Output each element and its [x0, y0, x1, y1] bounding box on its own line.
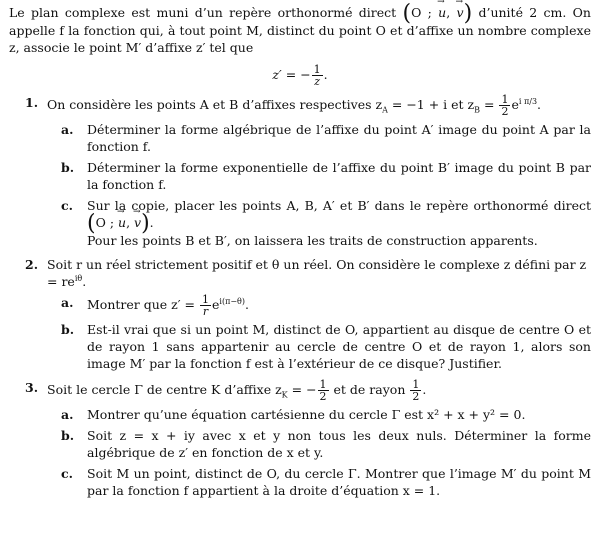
question-1-number: 1.: [25, 95, 39, 110]
formula-fraction: [312, 64, 323, 87]
question-1b: [47, 159, 591, 193]
question-1a: [47, 121, 591, 155]
q3-text-c: et de rayon: [333, 382, 406, 397]
question-2a: [47, 294, 591, 317]
q3c-text: Soit M un point, distinct de O, du cercle Γ. Montrer que l’image M′ du point M par la fonction f appartient à la droite d’équation x = 1.: [87, 466, 591, 498]
formula-num: 1: [313, 63, 321, 76]
q2-end: .: [82, 274, 87, 289]
question-2: [9, 256, 591, 290]
intro-text-2: d’unité 2 cm. On appelle f la fonction qui, à tout point M, distinct du point O et d’affixe un nombre complexe z, associe le point M′ d’affixe z′ tel que: [9, 5, 591, 55]
q1a-label: a.: [61, 122, 74, 137]
q3c-label: c.: [61, 466, 73, 481]
formula-den: z: [314, 75, 321, 88]
question-3-stem: [47, 379, 591, 402]
q2a-fraction: [200, 294, 211, 317]
q1c-repere: (O ; → u, → v).: [87, 215, 154, 230]
q1-frac-den: 2: [501, 105, 509, 118]
question-1-stem: [47, 94, 591, 117]
q1-zb: B: [474, 105, 481, 115]
q3b-text: Soit z = x + iy avec x et y non tous les deux nuls. Déterminer la forme algébrique de z′ en fonction de x et y.: [87, 428, 591, 460]
question-3a: [47, 406, 591, 423]
q3a-label: a.: [61, 407, 74, 422]
q3-frac2-den: 2: [412, 390, 420, 403]
question-3: [9, 379, 591, 402]
q2-text: Soit r un réel strictement positif et θ un réel. On considère le complexe z défini par z = re: [47, 257, 587, 289]
q2a-text: Montrer que z′ =: [87, 297, 196, 312]
q1-end: .: [537, 97, 542, 112]
intro-text-1: Le plan complexe est muni d’un repère orthonormé direct: [9, 5, 397, 20]
q2-sup: iθ: [74, 273, 83, 283]
main-formula: [9, 64, 591, 87]
question-1: [9, 94, 591, 117]
question-2-stem: [47, 256, 591, 290]
q1c-body: [87, 197, 591, 249]
intro-paragraph: [9, 1, 591, 56]
q1c-label: c.: [61, 198, 73, 213]
question-2-number: 2.: [25, 257, 39, 272]
q3b-label: b.: [61, 428, 75, 443]
q1c-text-1: Sur la copie, placer les points A, B, A′ et B′ dans le repère orthonormé direct: [87, 198, 591, 213]
formula-lhs: z′ = −: [272, 67, 311, 82]
q3-text-a: Soit le cercle Γ de centre K d’affixe z: [47, 382, 282, 397]
q1b-label: b.: [61, 160, 75, 175]
q3-frac1-num: 1: [319, 378, 327, 391]
question-3c: [47, 465, 591, 499]
exercise-page: [9, 1, 591, 499]
q1-za: A: [382, 105, 388, 115]
q1-text-c: =: [484, 97, 495, 112]
q3-text-b: = −: [291, 382, 317, 397]
q3-end: .: [422, 382, 427, 397]
q3-zk: K: [281, 390, 288, 400]
q2b-label: b.: [61, 322, 75, 337]
repere-notation: (O ; → u, → v): [403, 5, 473, 20]
q3-frac2-num: 1: [412, 378, 420, 391]
q3-fraction-1: [318, 379, 329, 402]
question-3b: [47, 427, 591, 461]
q2a-label: a.: [61, 295, 74, 310]
q1-text-b: = −1 + i et z: [391, 97, 475, 112]
q2a-den: r: [202, 305, 209, 318]
formula-end: .: [323, 67, 328, 82]
q3a-text: Montrer qu’une équation cartésienne du cercle Γ est x² + x + y² = 0.: [87, 407, 526, 422]
question-3-number: 3.: [25, 380, 39, 395]
q1-fraction: [499, 94, 510, 117]
q2a-body: Montrer que z′ = $\frac{1}{r}$ $e^{i(\pi-\theta)}$.: [87, 293, 249, 318]
q1b-text: Déterminer la forme exponentielle de l’affixe du point B′ image du point B par la fonction f.: [87, 160, 591, 192]
q3-fraction-2: [410, 379, 421, 402]
q2a-num: 1: [202, 293, 209, 306]
q2a-exp-sup: i(π−θ): [219, 296, 245, 306]
question-1c: [47, 197, 591, 249]
question-2b: [47, 321, 591, 372]
q2b-text: Est-il vrai que si un point M, distinct de O, appartient au disque de centre O et de rayon 1 sans appartenir au cercle de centre O et de rayon 1, alors son image M′ par la fonction f est à l’extérieur de ce disque? Justifier.: [87, 322, 591, 371]
q1c-text-2: Pour les points B et B′, on laissera les traits de construction apparents.: [87, 233, 538, 248]
q1-frac-num: 1: [501, 93, 509, 106]
q1a-text: Déterminer la forme algébrique de l’affixe du point A′ image du point A par la fonction f.: [87, 122, 591, 154]
q1-text-a: On considère les points A et B d’affixes respectives z: [47, 97, 383, 112]
q1-exp: e: [511, 97, 519, 112]
q3-frac1-den: 2: [319, 390, 327, 403]
q2a-exp: e: [212, 297, 220, 312]
q1-exp-sup: i π/3: [518, 96, 538, 106]
